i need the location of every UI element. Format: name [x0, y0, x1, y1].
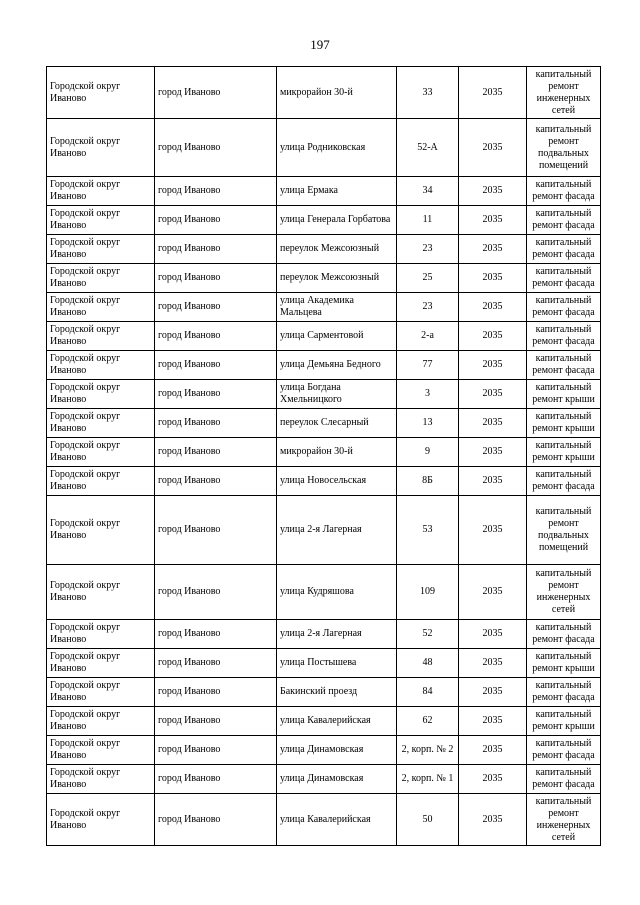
okrug-cell: Городской округ Иваново [47, 496, 155, 565]
house-number-cell: 77 [397, 351, 459, 380]
house-number-cell: 52-А [397, 119, 459, 177]
year-cell: 2035 [459, 264, 527, 293]
work-type-cell: капитальный ремонт фасада [527, 467, 601, 496]
city-cell: город Иваново [155, 409, 277, 438]
city-cell: город Иваново [155, 206, 277, 235]
street-cell: улица Академика Мальцева [277, 293, 397, 322]
work-type-cell: капитальный ремонт инженерных сетей [527, 565, 601, 620]
city-cell: город Иваново [155, 467, 277, 496]
house-number-cell: 48 [397, 649, 459, 678]
work-type-cell: капитальный ремонт фасада [527, 620, 601, 649]
table-row [47, 206, 601, 235]
work-type-cell: капитальный ремонт инженерных сетей [527, 794, 601, 846]
city-cell: город Иваново [155, 496, 277, 565]
house-number-cell: 25 [397, 264, 459, 293]
street-cell: переулок Межсоюзный [277, 264, 397, 293]
work-type-cell: капитальный ремонт фасада [527, 678, 601, 707]
year-cell: 2035 [459, 438, 527, 467]
okrug-cell: Городской округ Иваново [47, 322, 155, 351]
city-cell: город Иваново [155, 380, 277, 409]
table-row [47, 496, 601, 565]
table-row [47, 794, 601, 846]
work-type-cell: капитальный ремонт фасада [527, 177, 601, 206]
work-type-cell: капитальный ремонт крыши [527, 707, 601, 736]
table-row [47, 409, 601, 438]
okrug-cell: Городской округ Иваново [47, 438, 155, 467]
house-number-cell: 13 [397, 409, 459, 438]
year-cell: 2035 [459, 177, 527, 206]
table-row [47, 119, 601, 177]
year-cell: 2035 [459, 119, 527, 177]
work-type-cell: капитальный ремонт фасада [527, 351, 601, 380]
street-cell: улица Динамовская [277, 736, 397, 765]
city-cell: город Иваново [155, 235, 277, 264]
table-row [47, 293, 601, 322]
city-cell: город Иваново [155, 438, 277, 467]
year-cell: 2035 [459, 380, 527, 409]
work-type-cell: капитальный ремонт крыши [527, 438, 601, 467]
page-number: 197 [310, 37, 330, 52]
house-number-cell: 23 [397, 293, 459, 322]
year-cell: 2035 [459, 565, 527, 620]
street-cell: переулок Слесарный [277, 409, 397, 438]
table-row [47, 649, 601, 678]
city-cell: город Иваново [155, 67, 277, 119]
city-cell: город Иваново [155, 264, 277, 293]
okrug-cell: Городской округ Иваново [47, 565, 155, 620]
year-cell: 2035 [459, 67, 527, 119]
house-number-cell: 2, корп. № 1 [397, 765, 459, 794]
street-cell: улица Кавалерийская [277, 794, 397, 846]
city-cell: город Иваново [155, 293, 277, 322]
city-cell: город Иваново [155, 765, 277, 794]
table-row [47, 264, 601, 293]
city-cell: город Иваново [155, 177, 277, 206]
work-type-cell: капитальный ремонт фасада [527, 736, 601, 765]
house-number-cell: 84 [397, 678, 459, 707]
city-cell: город Иваново [155, 119, 277, 177]
year-cell: 2035 [459, 409, 527, 438]
year-cell: 2035 [459, 206, 527, 235]
year-cell: 2035 [459, 765, 527, 794]
registry-body [47, 67, 601, 846]
year-cell: 2035 [459, 496, 527, 565]
table-row [47, 322, 601, 351]
city-cell: город Иваново [155, 794, 277, 846]
city-cell: город Иваново [155, 649, 277, 678]
work-type-cell: капитальный ремонт крыши [527, 649, 601, 678]
street-cell: улица Ермака [277, 177, 397, 206]
year-cell: 2035 [459, 678, 527, 707]
okrug-cell: Городской округ Иваново [47, 235, 155, 264]
house-number-cell: 23 [397, 235, 459, 264]
house-number-cell: 109 [397, 565, 459, 620]
okrug-cell: Городской округ Иваново [47, 678, 155, 707]
year-cell: 2035 [459, 235, 527, 264]
year-cell: 2035 [459, 620, 527, 649]
table-row [47, 351, 601, 380]
house-number-cell: 8Б [397, 467, 459, 496]
city-cell: город Иваново [155, 707, 277, 736]
work-type-cell: капитальный ремонт инженерных сетей [527, 67, 601, 119]
street-cell: улица Кудряшова [277, 565, 397, 620]
okrug-cell: Городской округ Иваново [47, 177, 155, 206]
work-type-cell: капитальный ремонт фасада [527, 765, 601, 794]
work-type-cell: капитальный ремонт крыши [527, 380, 601, 409]
table-row [47, 707, 601, 736]
city-cell: город Иваново [155, 620, 277, 649]
table-row [47, 736, 601, 765]
street-cell: улица 2-я Лагерная [277, 496, 397, 565]
okrug-cell: Городской округ Иваново [47, 620, 155, 649]
table-row [47, 67, 601, 119]
year-cell: 2035 [459, 293, 527, 322]
work-type-cell: капитальный ремонт фасада [527, 264, 601, 293]
year-cell: 2035 [459, 736, 527, 765]
house-number-cell: 50 [397, 794, 459, 846]
city-cell: город Иваново [155, 565, 277, 620]
house-number-cell: 52 [397, 620, 459, 649]
house-number-cell: 2-а [397, 322, 459, 351]
house-number-cell: 2, корп. № 2 [397, 736, 459, 765]
okrug-cell: Городской округ Иваново [47, 409, 155, 438]
year-cell: 2035 [459, 467, 527, 496]
work-type-cell: капитальный ремонт подвальных помещений [527, 496, 601, 565]
table-row [47, 380, 601, 409]
house-number-cell: 11 [397, 206, 459, 235]
street-cell: улица Демьяна Бедного [277, 351, 397, 380]
street-cell: улица Динамовская [277, 765, 397, 794]
work-type-cell: капитальный ремонт крыши [527, 409, 601, 438]
street-cell: улица Генерала Горбатова [277, 206, 397, 235]
repair-registry-table [46, 66, 601, 846]
city-cell: город Иваново [155, 322, 277, 351]
city-cell: город Иваново [155, 736, 277, 765]
street-cell: микрорайон 30-й [277, 67, 397, 119]
okrug-cell: Городской округ Иваново [47, 67, 155, 119]
street-cell: Бакинский проезд [277, 678, 397, 707]
table-row [47, 565, 601, 620]
house-number-cell: 53 [397, 496, 459, 565]
street-cell: улица Кавалерийская [277, 707, 397, 736]
year-cell: 2035 [459, 351, 527, 380]
okrug-cell: Городской округ Иваново [47, 649, 155, 678]
year-cell: 2035 [459, 707, 527, 736]
street-cell: улица Сарментовой [277, 322, 397, 351]
okrug-cell: Городской округ Иваново [47, 467, 155, 496]
house-number-cell: 34 [397, 177, 459, 206]
year-cell: 2035 [459, 649, 527, 678]
okrug-cell: Городской округ Иваново [47, 707, 155, 736]
work-type-cell: капитальный ремонт фасада [527, 293, 601, 322]
okrug-cell: Городской округ Иваново [47, 119, 155, 177]
table-row [47, 438, 601, 467]
okrug-cell: Городской округ Иваново [47, 736, 155, 765]
street-cell: улица Родниковская [277, 119, 397, 177]
work-type-cell: капитальный ремонт фасада [527, 206, 601, 235]
street-cell: переулок Межсоюзный [277, 235, 397, 264]
work-type-cell: капитальный ремонт фасада [527, 235, 601, 264]
work-type-cell: капитальный ремонт фасада [527, 322, 601, 351]
okrug-cell: Городской округ Иваново [47, 794, 155, 846]
street-cell: улица 2-я Лагерная [277, 620, 397, 649]
house-number-cell: 9 [397, 438, 459, 467]
street-cell: улица Новосельская [277, 467, 397, 496]
city-cell: город Иваново [155, 678, 277, 707]
table-row [47, 177, 601, 206]
okrug-cell: Городской округ Иваново [47, 293, 155, 322]
work-type-cell: капитальный ремонт подвальных помещений [527, 119, 601, 177]
okrug-cell: Городской округ Иваново [47, 264, 155, 293]
city-cell: город Иваново [155, 351, 277, 380]
house-number-cell: 33 [397, 67, 459, 119]
house-number-cell: 3 [397, 380, 459, 409]
street-cell: микрорайон 30-й [277, 438, 397, 467]
table-row [47, 678, 601, 707]
okrug-cell: Городской округ Иваново [47, 765, 155, 794]
house-number-cell: 62 [397, 707, 459, 736]
table-row [47, 235, 601, 264]
street-cell: улица Богдана Хмельницкого [277, 380, 397, 409]
street-cell: улица Постышева [277, 649, 397, 678]
year-cell: 2035 [459, 794, 527, 846]
okrug-cell: Городской округ Иваново [47, 380, 155, 409]
table-row [47, 765, 601, 794]
okrug-cell: Городской округ Иваново [47, 206, 155, 235]
year-cell: 2035 [459, 322, 527, 351]
table-row [47, 620, 601, 649]
okrug-cell: Городской округ Иваново [47, 351, 155, 380]
table-row [47, 467, 601, 496]
